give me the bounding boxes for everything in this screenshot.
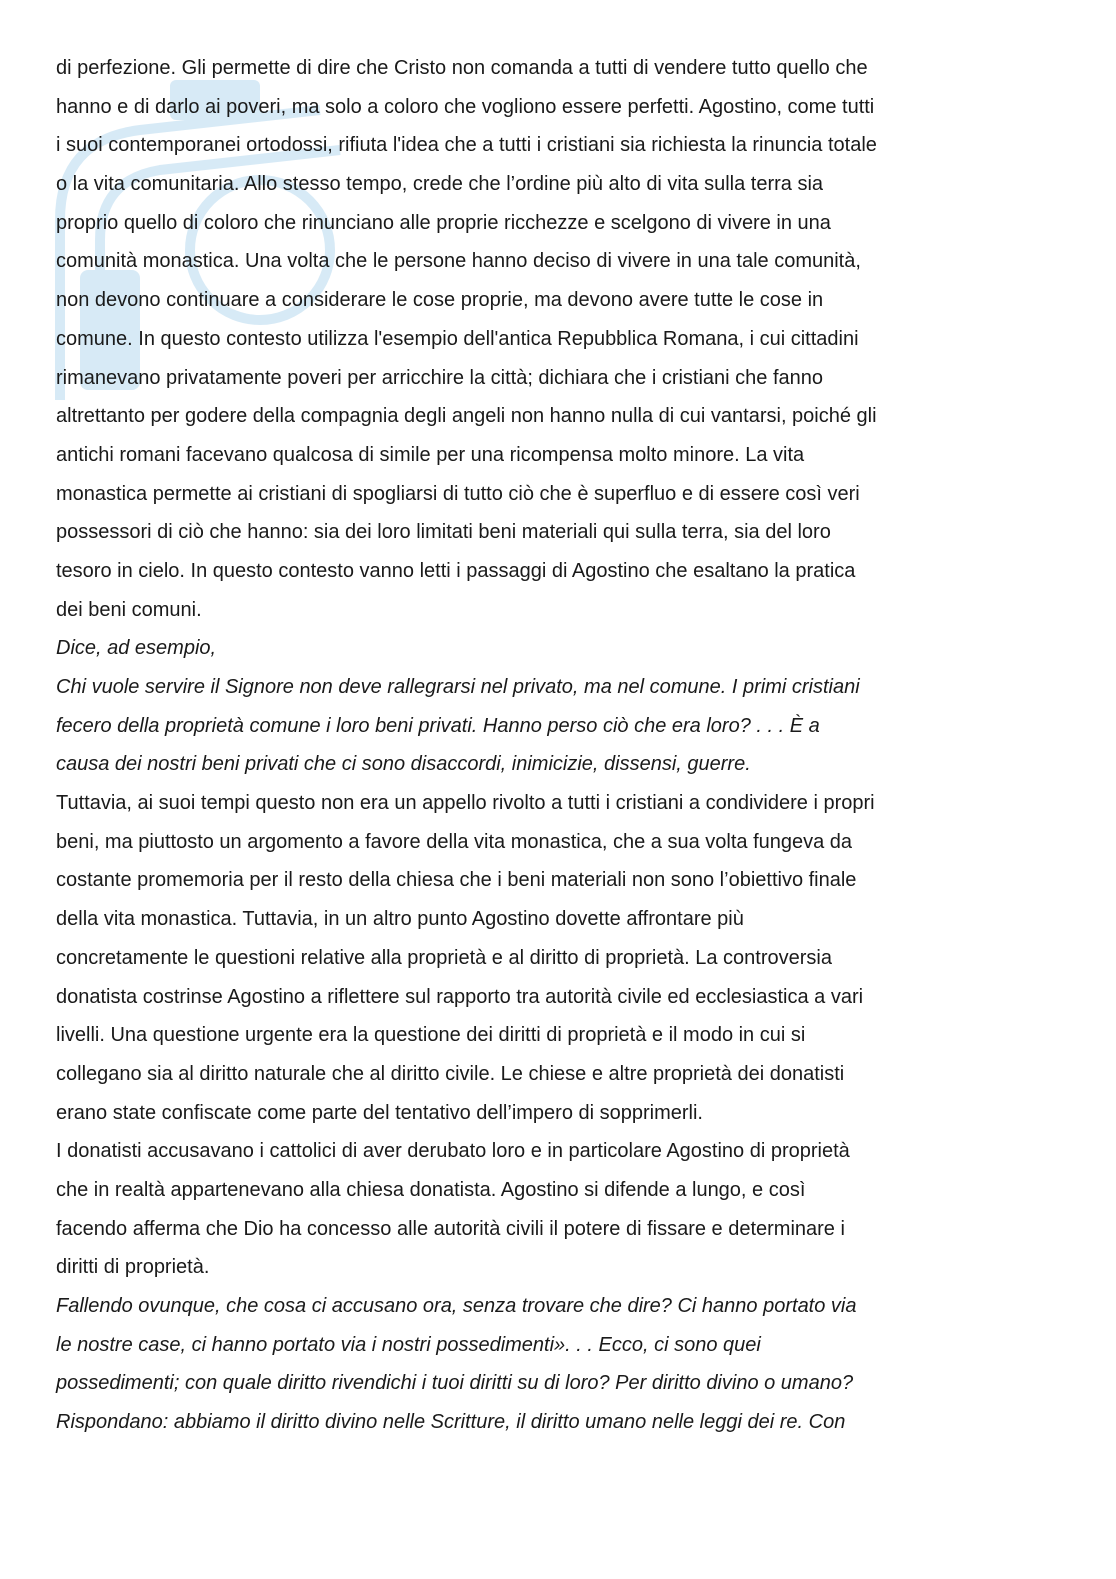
quote-line: causa dei nostri beni privati che ci sono disaccordi, inimicizie, dissensi, guerre. [56, 753, 751, 776]
text-line: livelli. Una questione urgente era la questione dei diritti di proprietà e il modo in cui si [56, 1024, 806, 1047]
text-line: hanno e di darlo ai poveri, ma solo a coloro che vogliono essere perfetti. Agostino, come tutti [56, 95, 875, 118]
quote-line: Chi vuole servire il Signore non deve rallegrarsi nel privato, ma nel comune. I primi cristiani [56, 676, 860, 698]
quote-line: Dice, ad esempio, [56, 637, 217, 660]
text-line: possessori di ciò che hanno: sia dei loro limitati beni materiali qui sulla terra, sia del loro [56, 521, 831, 544]
text-line: I donatisti accusavano i cattolici di aver derubato loro e in particolare Agostino di proprietà [56, 1140, 850, 1163]
text-line: che in realtà appartenevano alla chiesa donatista. Agostino si difende a lungo, e così [56, 1178, 806, 1201]
text-line: altrettanto per godere della compagnia degli angeli non hanno nulla di cui vantarsi, poiché gli [56, 405, 877, 428]
quote-line: Fallendo ovunque, che cosa ci accusano ora, senza trovare che dire? Ci hanno portato via [56, 1295, 857, 1317]
text-line: concretamente le questioni relative alla proprietà e al diritto di proprietà. La controversia [56, 946, 832, 969]
text-line: non devono continuare a considerare le cose proprie, ma devono avere tutte le cose in [56, 289, 824, 312]
text-line: monastica permette ai cristiani di spogliarsi di tutto ciò che è superfluo e di essere così veri [56, 482, 860, 505]
quote-line: le nostre case, ci hanno portato via i nostri possedimenti». . . Ecco, ci sono quei [56, 1333, 761, 1356]
text-line: dei beni comuni. [56, 598, 202, 621]
text-line: di perfezione. Gli permette di dire che Cristo non comanda a tutti di vendere tutto quello che [56, 57, 868, 79]
text-line: Tuttavia, ai suoi tempi questo non era un appello rivolto a tutti i cristiani a condividere i propri [56, 792, 875, 815]
text-line: beni, ma piuttosto un argomento a favore della vita monastica, che a sua volta fungeva da [56, 830, 853, 853]
text-line: proprio quello di coloro che rinunciano alle proprie ricchezze e scelgono di vivere in una [56, 211, 831, 234]
text-line: comune. In questo contesto utilizza l'esempio dell'antica Repubblica Romana, i cui cittadini [56, 327, 859, 350]
quote-line: possedimenti; con quale diritto rivendichi i tuoi diritti su di loro? Per diritto divino o umano? [56, 1372, 854, 1395]
text-line: i suoi contemporanei ortodossi, rifiuta l'idea che a tutti i cristiani sia richiesta la rinuncia totale [56, 134, 877, 157]
text-line: comunità monastica. Una volta che le persone hanno deciso di vivere in una tale comunità, [56, 250, 861, 273]
text-line: facendo afferma che Dio ha concesso alle autorità civili il potere di fissare e determinare i [56, 1217, 845, 1240]
text-line: diritti di proprietà. [56, 1256, 210, 1279]
text-line: tesoro in cielo. In questo contesto vanno letti i passaggi di Agostino che esaltano la pratica [56, 559, 856, 582]
quote-line: Rispondano: abbiamo il diritto divino nelle Scritture, il diritto umano nelle leggi dei re. Con [56, 1411, 846, 1434]
text-line: collegano sia al diritto naturale che al diritto civile. Le chiese e altre proprietà dei donatisti [56, 1062, 845, 1085]
text-line: antichi romani facevano qualcosa di simile per una ricompensa molto minore. La vita [56, 443, 805, 466]
text-line: donatista costrinse Agostino a riflettere sul rapporto tra autorità civile ed ecclesiastica a vari [56, 985, 864, 1008]
text-line: rimanevano privatamente poveri per arricchire la città; dichiara che i cristiani che fanno [56, 366, 824, 389]
text-line: costante promemoria per il resto della chiesa che i beni materiali non sono l’obiettivo finale [56, 869, 857, 892]
text-line: o la vita comunitaria. Allo stesso tempo, crede che l’ordine più alto di vita sulla terra sia [56, 173, 824, 196]
text-line: erano state confiscate come parte del tentativo dell’impero di sopprimerli. [56, 1101, 703, 1124]
document-body [56, 49, 1046, 1442]
quote-line: fecero della proprietà comune i loro beni privati. Hanno perso ciò che era loro? . . . È a [56, 714, 820, 737]
text-line: della vita monastica. Tuttavia, in un altro punto Agostino dovette affrontare più [56, 908, 744, 931]
